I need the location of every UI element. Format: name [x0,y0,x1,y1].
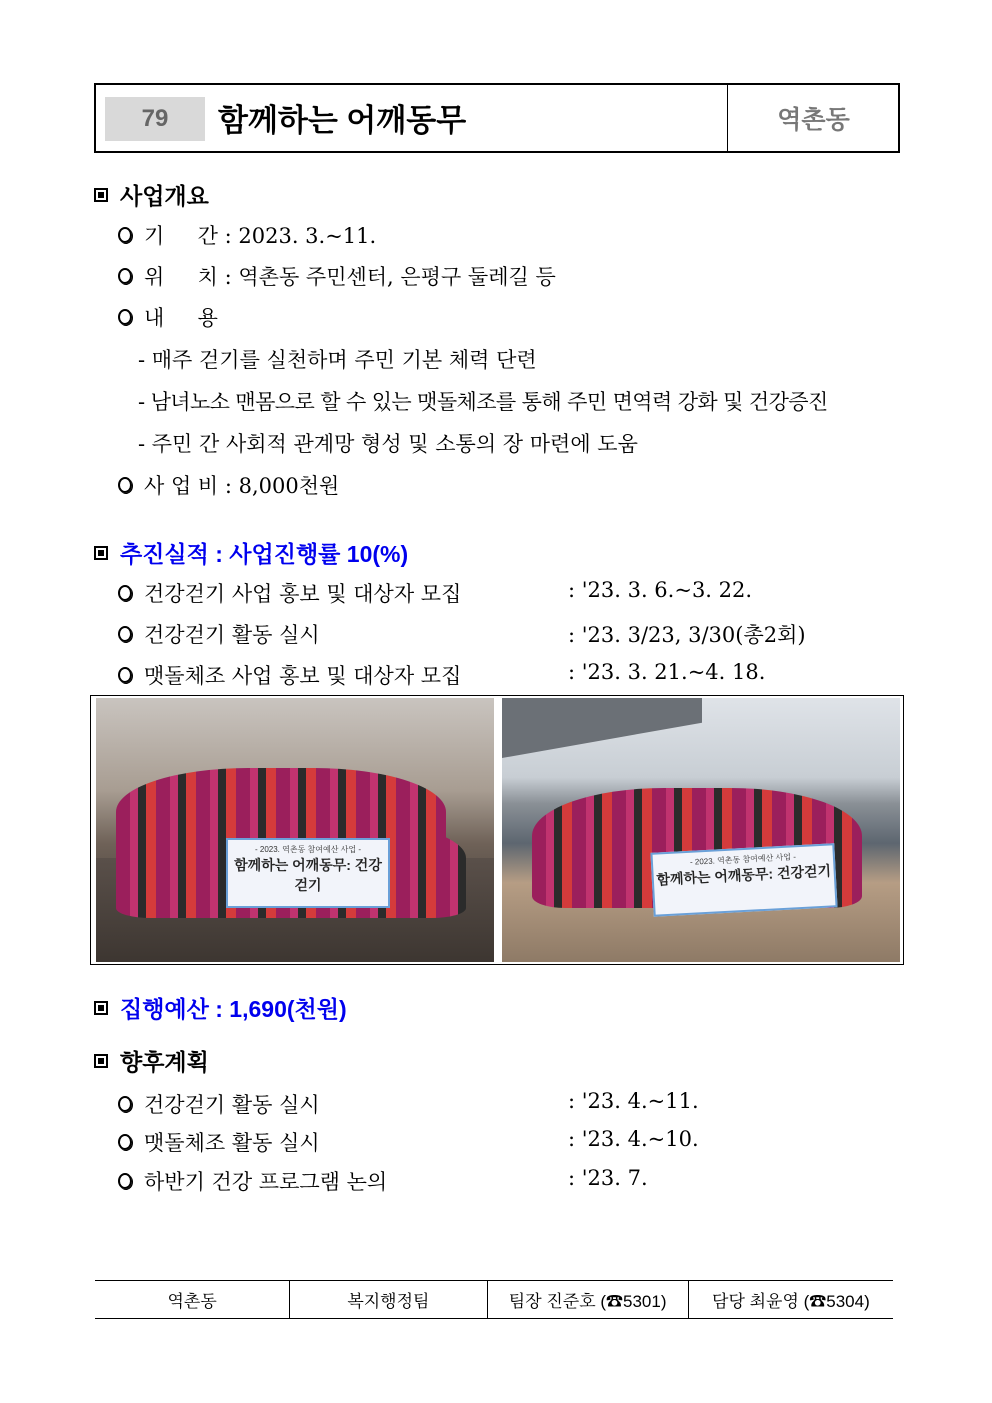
photo-frame [90,695,904,965]
circle-bullet-icon [118,1134,132,1150]
item-text: 사 업 비 : 8,000천원 [144,474,340,498]
page-title: 함께하는 어깨동무 [218,103,467,138]
banner-subtitle: - 2023. 역촌동 참여예산 사업 - [254,845,361,854]
section-heading: 사업개요 [120,183,209,209]
circle-bullet-icon [118,667,132,683]
section-plan [94,1044,209,1077]
item-text: 기 간 : 2023. 3.~11. [144,224,377,248]
photo-riverside-walk [502,698,900,962]
photo-forest-walk [96,698,494,962]
circle-bullet-icon [118,227,132,243]
circle-bullet-icon [118,626,132,642]
circle-bullet-icon [118,585,132,601]
progress-item [0,660,992,690]
item-label: 맷돌체조 활동 실시 [144,1131,320,1155]
content-item: - 주민 간 사회적 관계망 형성 및 소통의 장 마련에 도움 [138,432,638,456]
item-value: : '23. 4.~10. [568,1127,699,1151]
banner-title: 함께하는 어깨동무: 건강걷기 [234,857,382,893]
banner [226,838,390,908]
item-label: 건강걷기 활동 실시 [144,1093,320,1117]
square-bullet-icon [94,1001,108,1015]
section-heading: 집행예산 : 1,690(천원) [120,996,347,1022]
overview-content [118,302,218,332]
footer-table [95,1280,893,1319]
square-bullet-icon [94,1054,108,1068]
plan-item [0,1127,992,1157]
item-value: : '23. 7. [568,1166,648,1190]
banner [650,843,837,917]
plan-item [0,1166,992,1196]
item-label: 건강걷기 사업 홍보 및 대상자 모집 [144,582,462,606]
item-value: : '23. 3. 6.~3. 22. [568,578,753,602]
item-number: 79 [105,97,205,141]
progress-item [0,578,992,608]
circle-bullet-icon [118,268,132,284]
content-item: - 매주 걷기를 실천하며 주민 기본 체력 단련 [138,348,537,372]
banner-subtitle: - 2023. 역촌동 참여예산 사업 - [689,852,797,867]
footer-staff: 담당 최윤영 (☎5304) [712,1292,870,1311]
overview-location [118,261,556,291]
bridge [502,698,702,758]
dong-label: 역촌동 [727,85,899,151]
section-overview [94,178,209,211]
item-label: 하반기 건강 프로그램 논의 [144,1170,388,1194]
footer-team: 복지행정팀 [290,1281,487,1318]
item-value: : '23. 3. 21.~4. 18. [568,660,766,684]
footer-leader: 팀장 진준호 (☎5301) [488,1281,689,1318]
section-spent [94,991,347,1024]
square-bullet-icon [94,188,108,202]
item-value: : '23. 4.~11. [568,1089,699,1113]
banner-title: 함께하는 어깨동무: 건강걷기 [656,862,832,888]
overview-period [118,220,376,250]
square-bullet-icon [94,546,108,560]
overview-budget [118,470,339,500]
section-heading: 추진실적 : 사업진행률 10(%) [120,541,409,567]
circle-bullet-icon [118,1173,132,1189]
title-box [94,83,900,153]
section-progress [94,536,408,569]
circle-bullet-icon [118,309,132,325]
section-heading: 향후계획 [120,1049,209,1075]
content-item: - 남녀노소 맨몸으로 할 수 있는 맷돌체조를 통해 주민 면역력 강화 및 건강증진 [138,390,828,414]
circle-bullet-icon [118,477,132,493]
progress-item [0,619,992,649]
circle-bullet-icon [118,1096,132,1112]
footer-dong: 역촌동 [95,1281,290,1318]
plan-item [0,1089,992,1119]
item-text: 내 용 [144,306,218,330]
item-label: 맷돌체조 사업 홍보 및 대상자 모집 [144,664,462,688]
item-label: 건강걷기 활동 실시 [144,623,320,647]
item-value: : '23. 3/23, 3/30(총2회) [568,623,806,647]
item-text: 위 치 : 역촌동 주민센터, 은평구 둘레길 등 [144,265,556,289]
